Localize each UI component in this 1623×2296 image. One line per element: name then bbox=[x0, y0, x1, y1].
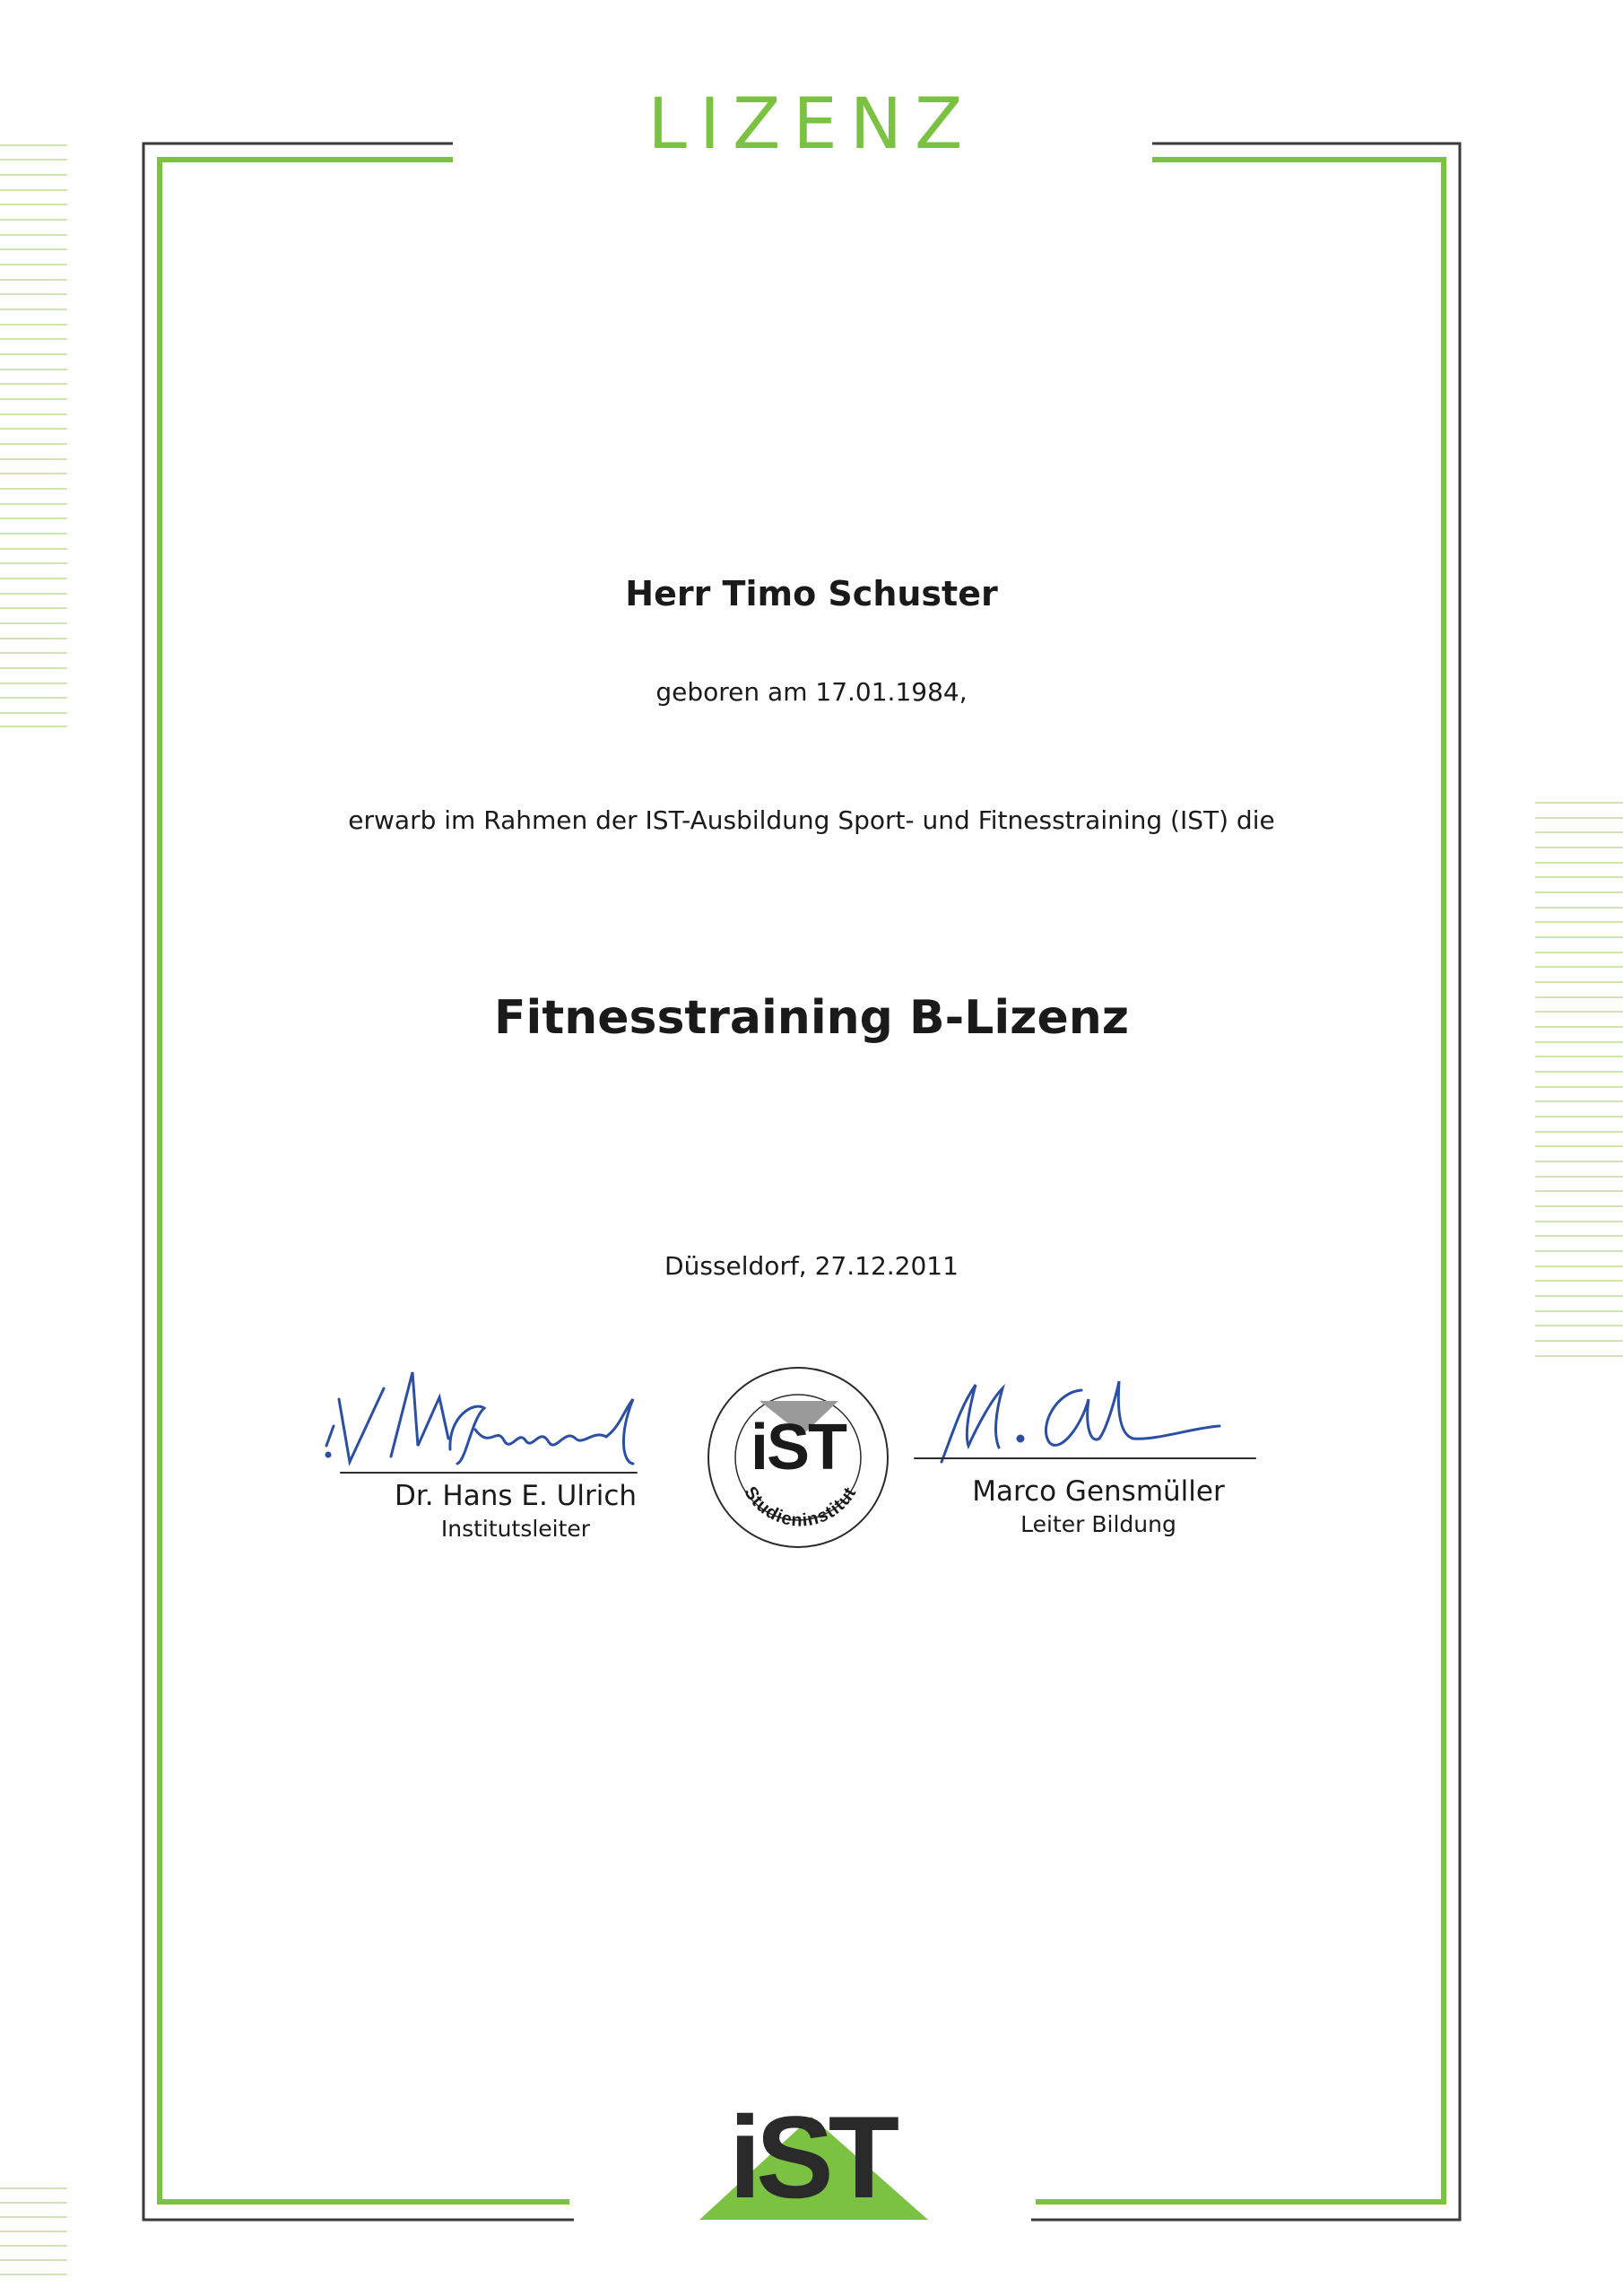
right-signature bbox=[906, 1372, 1264, 1471]
svg-text:iST: iST bbox=[750, 1412, 846, 1483]
recipient-name: Herr Timo Schuster bbox=[625, 574, 998, 613]
birth-date-line: geboren am 17.01.1984, bbox=[655, 677, 968, 707]
institute-seal bbox=[704, 1363, 892, 1552]
left-signature bbox=[314, 1363, 726, 1480]
seal-ring-text: Studieninstitut bbox=[740, 1483, 861, 1531]
svg-text:iST: iST bbox=[728, 2092, 895, 2222]
license-title: Fitnesstraining B-Lizenz bbox=[494, 991, 1129, 1045]
right-signatory-name: Marco Gensmüller bbox=[972, 1475, 1225, 1508]
ist-footer-logo bbox=[690, 2081, 933, 2224]
training-intro-line: erwarb im Rahmen der IST-Ausbildung Sport- und Fitnesstraining (IST) die bbox=[348, 805, 1275, 835]
place-and-date: Düsseldorf, 27.12.2011 bbox=[664, 1251, 959, 1281]
left-signatory-name: Dr. Hans E. Ulrich bbox=[394, 1480, 638, 1512]
certificate-heading: LIZENZ bbox=[647, 84, 976, 165]
left-signatory-role: Institutsleiter bbox=[440, 1516, 591, 1542]
right-signatory-role: Leiter Bildung bbox=[1020, 1511, 1176, 1537]
